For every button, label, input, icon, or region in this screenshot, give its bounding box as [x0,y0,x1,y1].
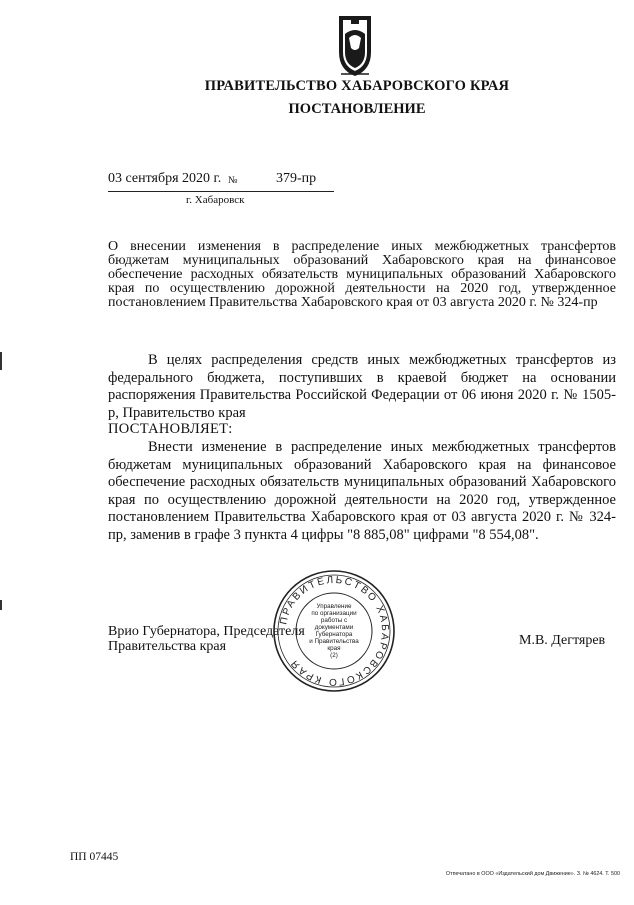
signer-name: М.В. Дегтярев [519,633,606,648]
printer-imprint: Отпечатано в ООО «Издательский дом Движение». З. № 4624. Т. 500 [445,871,620,877]
stamp-line: по организации [311,610,357,617]
stamp-line: края [327,645,341,652]
scan-edge-mark [0,352,2,370]
stamp-ring-text: ПРАВИТЕЛЬСТВО ХАБАРОВСКОГО КРАЯ [278,574,391,688]
number-label: № [228,175,238,186]
signer-title-line: Врио Губернатора, Председателя [108,624,305,639]
stamp-inner-text [304,603,364,659]
city: г. Хабаровск [186,194,245,206]
resolve-word: ПОСТАНОВЛЯЕТ: [108,421,233,437]
decision-paragraph: Внести изменение в распределение иных межбюджетных трансфертов бюджетам муниципальных образований Хабаровского края на финансовое обеспечение расходных обязательств муниципальных образований Хабаровского края по осуществлению дорожной деятельности на 2020 год, утвержденное постановлением Правительства Хабаровского края от 03 августа 2020 г. № 324-пр, заменив в графе 3 пункта 4 цифры "8 885,08" цифрами "8 554,08". [108,439,616,543]
stamp-line: работы с документами [314,617,354,631]
preamble-paragraph: В целях распределения средств иных межбюджетных трансфертов из федерального бюджета, поступивших в краевой бюджет на основании распоряжения Правительства Российской Федерации от 06 июня 2020 г. № 1505-р, Правительство края [108,352,616,421]
stamp-line: Губернатора [315,631,353,638]
coat-of-arms-emblem [331,12,379,80]
registration-line [108,171,334,192]
organization-title: ПРАВИТЕЛЬСТВО ХАБАРОВСКОГО КРАЯ [204,78,510,94]
document-number: 379-пр [276,171,317,186]
stamp-line: Управление [316,603,352,610]
signer-title-line: Правительства края [108,639,227,654]
document-type: ПОСТАНОВЛЕНИЕ [288,101,426,117]
stamp-line: и Правительства [309,638,359,645]
scan-edge-mark [0,600,2,610]
document-code: ПП 07445 [70,851,119,863]
document-date: 03 сентября 2020 г. [108,171,222,186]
document-subject: О внесении изменения в распределение иных межбюджетных трансфертов бюджетам муниципальных образований Хабаровского края на финансовое обеспечение расходных обязательств муниципальных образований Хабаровского края по осуществлению дорожной деятельности на 2020 год, утвержденное постановлением Правительства Хабаровского края от 03 августа 2020 г. № 324-пр [108,239,616,310]
official-stamp [271,568,397,694]
stamp-line: (2) [330,652,338,659]
